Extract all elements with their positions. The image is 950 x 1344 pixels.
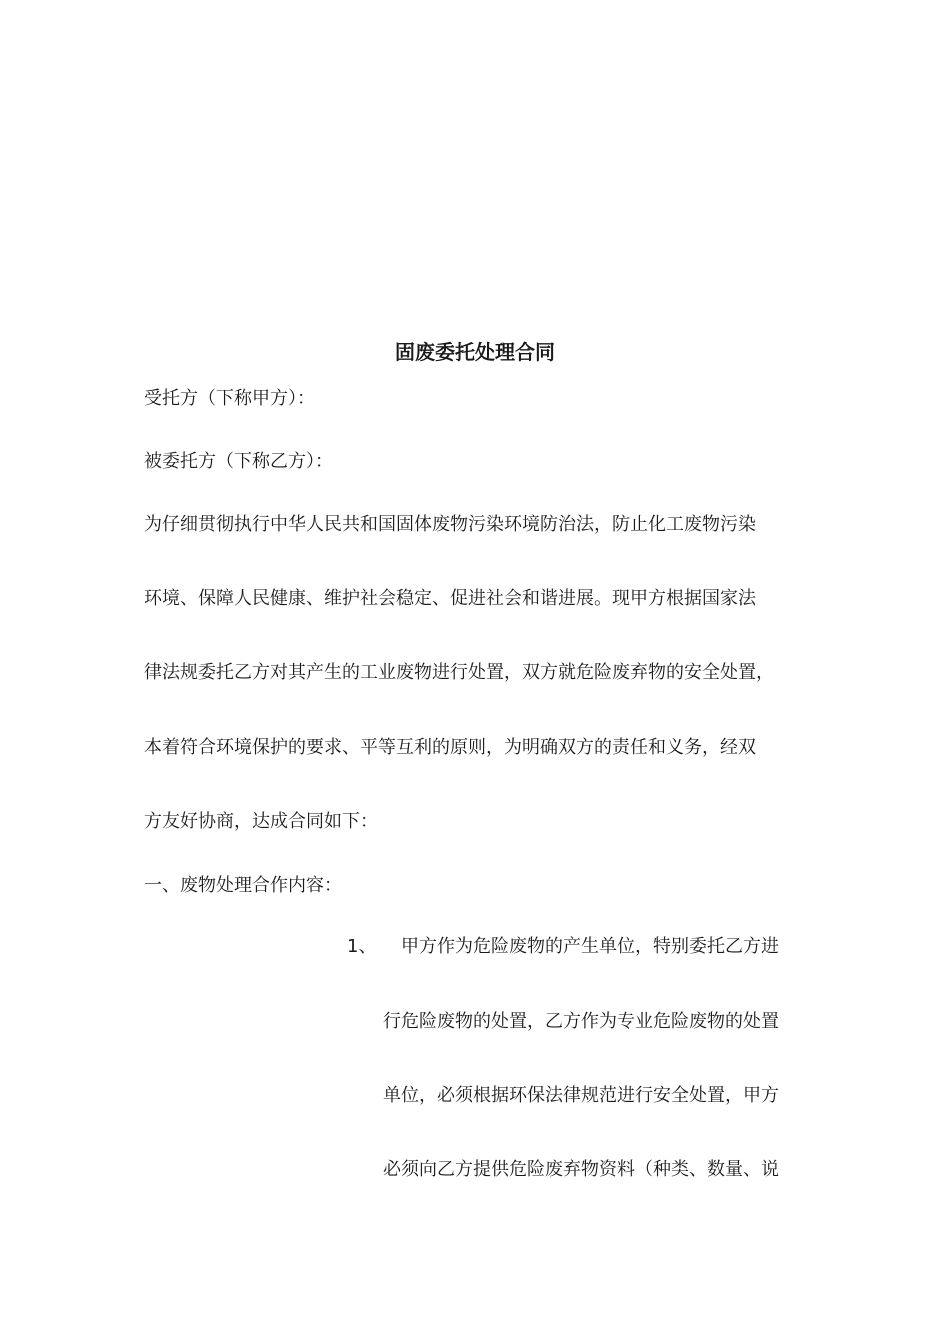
section-1-heading: 一、废物处理合作内容： <box>144 875 342 896</box>
preamble-line-2: 环境、保障人民健康、维护社会稳定、促进社会和谐进展。现甲方根据国家法 <box>144 588 756 609</box>
preamble-line-5: 方友好协商，达成合同如下： <box>144 811 378 832</box>
preamble-line-1: 为仔细贯彻执行中华人民共和国固体废物污染环境防治法，防止化工废物污染 <box>144 514 756 535</box>
party-a-label: 受托方（下称甲方）： <box>144 388 315 409</box>
preamble-line-4: 本着符合环境保护的要求、平等互利的原则，为明确双方的责任和义务，经双 <box>144 737 756 758</box>
party-b-label: 被委托方（下称乙方）： <box>144 451 333 472</box>
item-1-line-3: 单位，必须根据环保法律规范进行安全处置，甲方 <box>383 1085 779 1106</box>
preamble-line-3: 律法规委托乙方对其产生的工业废物进行处置，双方就危险废弃物的安全处置， <box>144 662 774 683</box>
item-1-number: 1、 <box>347 936 377 957</box>
item-1-line-1: 甲方作为危险废物的产生单位，特别委托乙方进 <box>401 936 779 957</box>
item-1-line-2: 行危险废物的处置，乙方作为专业危险废物的处置 <box>383 1011 779 1032</box>
item-1-line-4: 必须向乙方提供危险废弃物资料（种类、数量、说 <box>383 1159 779 1180</box>
document-title: 固废委托处理合同 <box>395 340 555 364</box>
